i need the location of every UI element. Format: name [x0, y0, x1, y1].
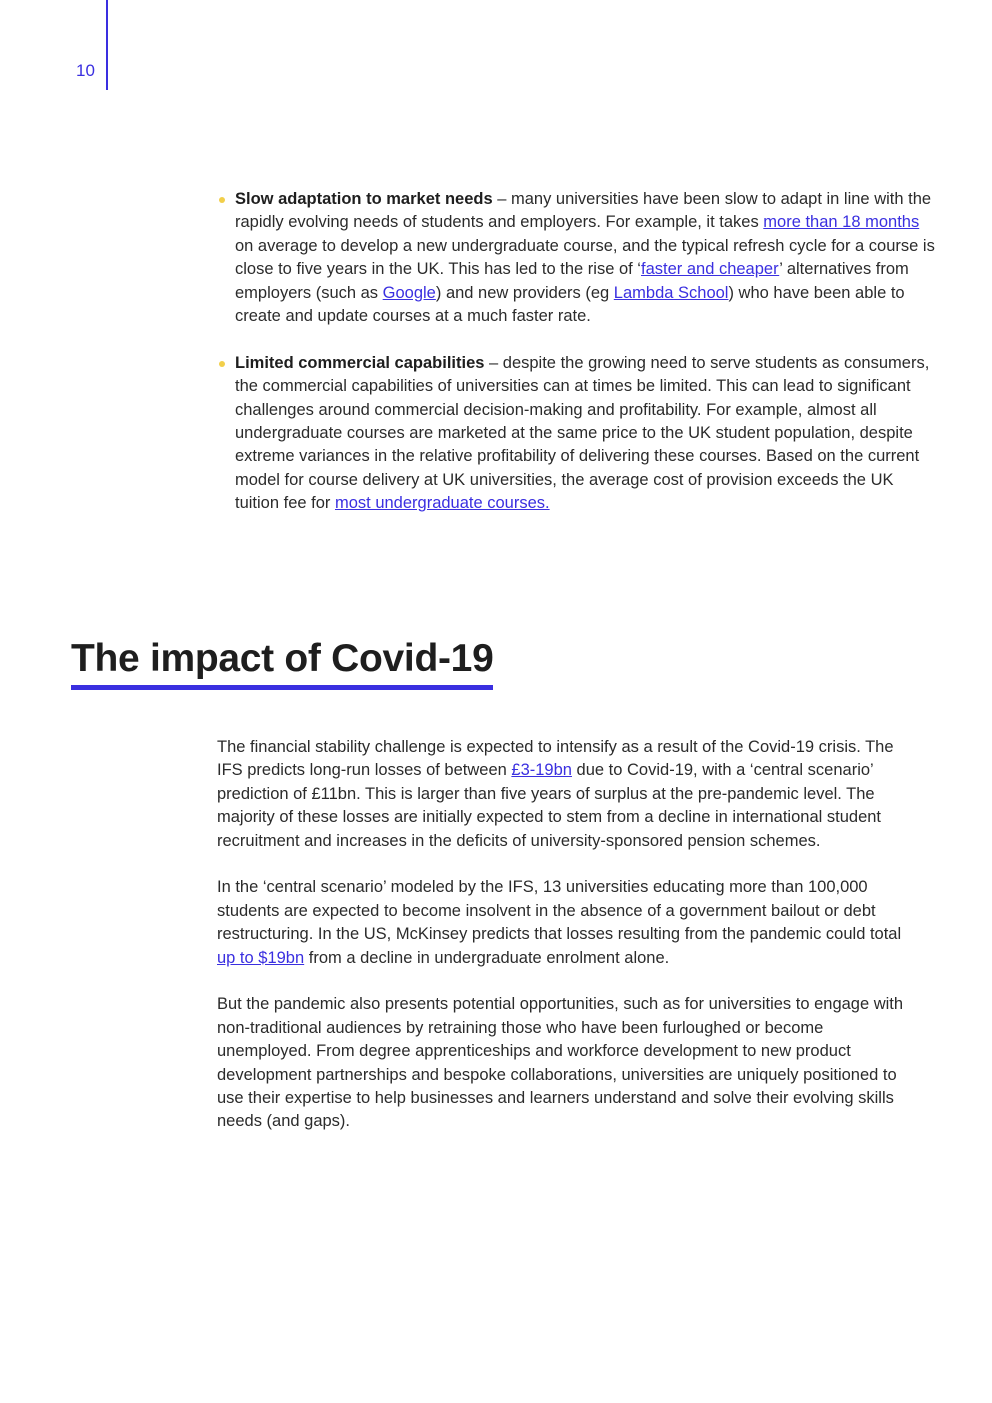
bullet-item-commercial-capabilities: [235, 352, 935, 516]
link-google[interactable]: Google: [382, 283, 436, 302]
paragraph-text: The financial stability challenge is expected to intensify as a result of the Covid-19 crisis. The IFS predicts long-run losses of between: [217, 738, 894, 780]
bullet-text: – many universities have been slow to adapt in line with the rapidly evolving needs of students and employers. For example, it takes: [235, 190, 932, 232]
link-3-19bn[interactable]: £3-19bn: [511, 761, 572, 780]
bullet-text: on average to develop a new undergraduate course, and the typical refresh cycle for a course is close to five years in the UK. This has led to the rise of ‘: [235, 236, 935, 279]
bullet-dot-icon: [219, 197, 225, 203]
bullet-text: ) and new providers (eg: [435, 283, 614, 302]
paragraph-text: In the ‘central scenario’ modeled by the IFS, 13 universities educating more than 100,000 students are expected to become insolvent in the absence of a government bailout or debt restructuring. In the US, McKinsey predicts that losses resulting from the pandemic could total: [217, 878, 902, 944]
paragraph-text: due to Covid-19, with a ‘central scenario’ prediction of £11bn. This is larger than five years of surplus at the pre-pandemic level. The majority of these losses are initially expected to stem from a decline in international student recruitment and increases in the deficits of university-sponsored pension schemes.: [217, 761, 882, 850]
bullet-text: ) who have been able to create and update courses at a much faster rate.: [235, 283, 905, 326]
link-more-than-18-months[interactable]: more than 18 months: [763, 213, 920, 232]
bullet-list: [235, 188, 935, 539]
link-lambda-school[interactable]: Lambda School: [613, 283, 729, 302]
page-number: 10: [76, 61, 95, 80]
paragraph-central-scenario: [217, 876, 922, 970]
bullet-text: ’ alternatives from employers (such as: [235, 260, 909, 302]
link-up-to-19bn[interactable]: up to $19bn: [217, 948, 305, 967]
link-most-undergraduate-courses[interactable]: most undergraduate courses.: [334, 494, 550, 513]
link-faster-and-cheaper[interactable]: faster and cheaper: [640, 260, 780, 279]
page-number-divider: [106, 0, 108, 90]
bullet-dot-icon: [219, 361, 225, 367]
bullet-text: – despite the growing need to serve students as consumers, the commercial capabilities of universities can at times be limited. This can lead to significant challenges around commercial decision-making and profitability. For example, almost all undergraduate courses are marketed at the same price to the UK student population, despite extreme variances in the relative profitability of delivering these courses. Based on the current model for course delivery at UK universities, the average cost of provision exceeds the UK tuition fee for: [235, 353, 930, 513]
paragraph-opportunities: But the pandemic also presents potential opportunities, such as for universities to engage with non-traditional audiences by retraining those who have been furloughed or become unemployed. From degree apprenticeships and workforce development to new product development partnerships and bespoke collaborations, universities are uniquely positioned to use their expertise to help businesses and learners understand and solve their evolving skills needs (and gaps).: [217, 995, 904, 1131]
bullet-title: Slow adaptation to market needs: [235, 190, 493, 208]
paragraph-financial-stability: [217, 736, 922, 853]
bullet-item-market-needs: [235, 188, 935, 328]
paragraph-text: from a decline in undergraduate enrolment alone.: [304, 948, 670, 967]
bullet-title: Limited commercial capabilities: [235, 353, 485, 372]
section-body: [217, 736, 922, 1157]
section-heading: The impact of Covid-19: [71, 636, 493, 690]
